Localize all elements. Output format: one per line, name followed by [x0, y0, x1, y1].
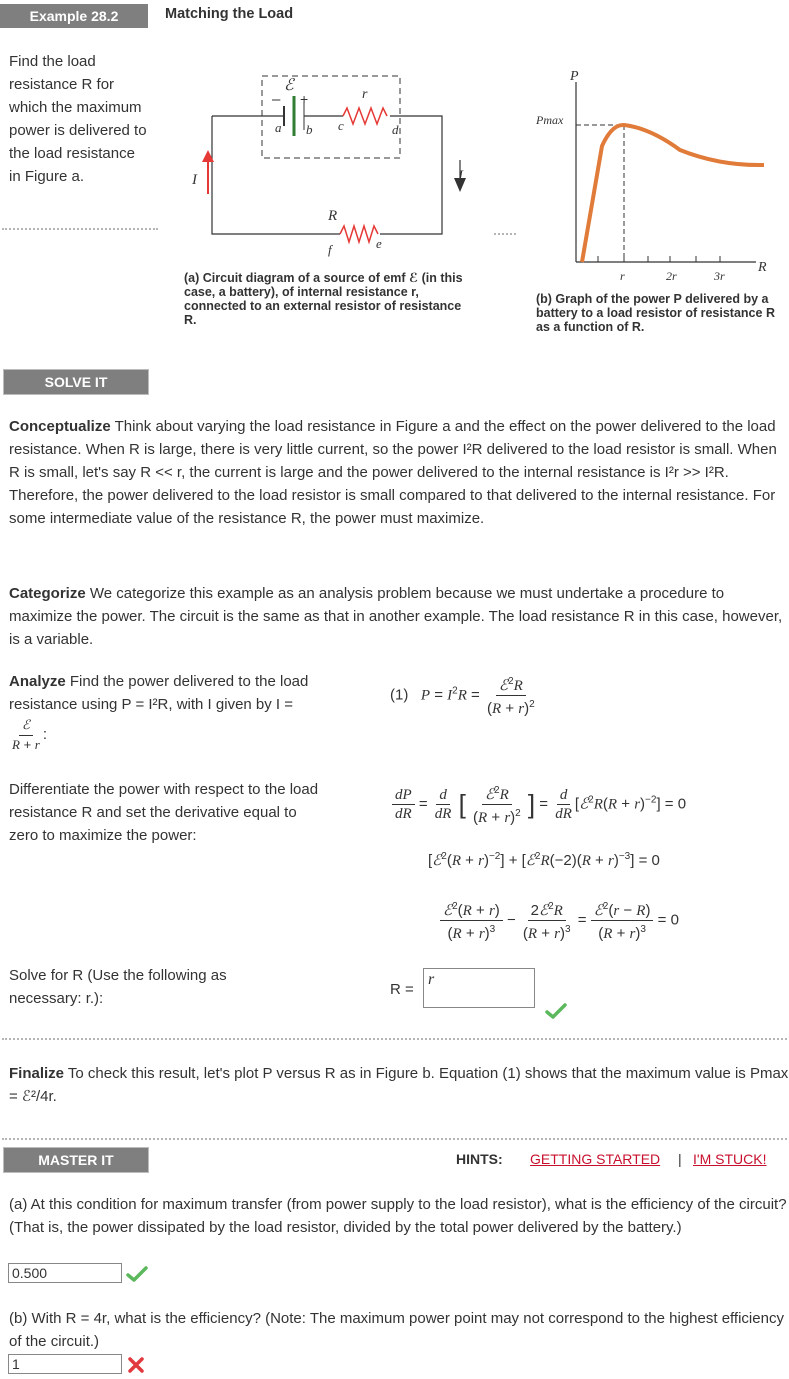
getting-started-link[interactable]: GETTING STARTED: [530, 1151, 661, 1167]
minus-label: –: [272, 91, 281, 108]
categorize-text: We categorize this example as an analysis problem because we must undertake a procedure to maximize the power. The circuit is the same as that in another example. The load resistance R in this case, however, is a variable.: [9, 585, 783, 648]
analyze-paragraph: Analyze Find the power delivered to the load resistance using P = I²R, with I given by I = $\frac{\text{ℰ}}{R + r}$ :: [9, 673, 309, 752]
master-it-badge: MASTER IT: [3, 1147, 149, 1173]
svg-text:3r: 3r: [714, 269, 725, 283]
svg-text:I: I: [192, 172, 197, 188]
R-label: R: [328, 208, 338, 224]
intro-text: Find the load resistance R for which the maximum power is delivered to the load resistance in Figure a.: [9, 53, 147, 185]
example-badge: Example 28.2: [0, 4, 148, 28]
finalize-heading: Finalize: [9, 1065, 65, 1082]
question-b: (b) With R = 4r, what is the efficiency? (Note: The maximum power point may not correspond to the highest efficiency of the circuit.): [9, 1310, 784, 1350]
svg-text:c: c: [338, 118, 344, 133]
r-label: r: [362, 87, 368, 102]
efficiency-b-input[interactable]: 1: [8, 1354, 122, 1374]
finalize-text: To check this result, let's plot P versus R as in Figure b. Equation (1) shows that the maximum value is Pmax = ℰ²/4r.: [9, 1065, 789, 1105]
axis-y-label: P: [570, 69, 579, 84]
solve-it-badge: SOLVE IT: [3, 369, 149, 395]
efficiency-a-input[interactable]: 0.500: [8, 1263, 122, 1283]
svg-text:b: b: [306, 122, 313, 137]
example-title: Matching the Load: [165, 6, 294, 22]
im-stuck-link[interactable]: I'M STUCK!: [693, 1151, 767, 1167]
emf-label: ℰ: [284, 75, 294, 94]
categorize-heading: Categorize: [9, 585, 86, 602]
pmax-label: Pmax: [536, 113, 564, 127]
svg-text:d: d: [392, 122, 399, 137]
derivative-eq-3: $\frac{ℰ^2(R + r)}{(R + r)^3}$ − $\frac{2ℰ^2R}{(R + r)^3}$ = $\frac{ℰ^2(r - R)}{(R + r)^3}$ = 0: [440, 898, 679, 943]
derivative-eq-1: $\frac{dP}{dR}$ = $\frac{d}{dR}$ [ $\frac{ℰ^2R}{(R + r)^2}$ ] = $\frac{d}{dR}$ [ℰ$^2$R(R + r)$^{-2}$] = 0: [392, 782, 686, 827]
svg-text:r: r: [620, 269, 625, 283]
hint-separator: |: [678, 1151, 682, 1167]
svg-text:f: f: [328, 242, 332, 257]
equation-number: (1): [390, 686, 409, 704]
analyze-text: Find the power delivered to the load resistance using P = I²R, with I given by I =: [9, 673, 309, 713]
divider: [2, 1138, 787, 1140]
analyze-heading: Analyze: [9, 673, 66, 690]
categorize-paragraph: [9, 582, 789, 651]
circuit-diagram: [180, 64, 470, 264]
conceptualize-heading: Conceptualize: [9, 418, 111, 435]
derivative-eq-2: [ℰ$^2$(R + r)$^{-2}$] + [ℰ$^2$R(−2)(R + r)$^{-3}$] = 0: [428, 851, 660, 869]
svg-text:I: I: [458, 168, 463, 184]
plus-label: +: [300, 91, 309, 107]
figure-b-caption: (b) Graph of the power P delivered by a battery to a load resistor of resistance R as a function of R.: [536, 292, 775, 334]
check-icon: [545, 1002, 567, 1020]
power-graph: [530, 66, 780, 286]
conceptualize-paragraph: [9, 415, 789, 530]
answer-label: R =: [390, 981, 414, 998]
divider: [494, 233, 516, 235]
divider: [2, 1038, 787, 1040]
finalize-paragraph: [9, 1062, 789, 1108]
question-a: (a) At this condition for maximum transfer (from power supply to the load resistor), what is the efficiency of the circuit? (That is, the power dissipated by the load resistor, divided by the total power delivered by the battery.): [9, 1196, 787, 1236]
cross-icon: [127, 1356, 145, 1374]
divider: [2, 228, 158, 230]
conceptualize-text: Think about varying the load resistance in Figure a and the effect on the power delivered to the load resistance. When R is large, there is very little current, so the power I²R delivered to the load resistor is small. When R is small, let's say R << r, the current is large and the power delivered to the internal resistance is I²r >> I²R. Therefore, the power delivered to the load resistor is small compared to that delivered to the internal resistance. For some intermediate value of the resistance R, the power must maximize.: [9, 418, 777, 527]
differentiate-text: Differentiate the power with respect to the load resistance R and set the derivative equal to zero to maximize the power:: [9, 781, 319, 844]
figure-a-caption: (a) Circuit diagram of a source of emf ℰ (in this case, a battery), of internal resistance r, connected to an external resistor of resistance R.: [184, 271, 463, 327]
check-icon: [126, 1265, 148, 1283]
equation-1: (1) $P = I^2R$ = $\frac{ℰ^2R}{(R + r)^2}$: [390, 673, 538, 718]
svg-text:e: e: [376, 236, 382, 251]
r-answer-input[interactable]: r: [423, 968, 535, 1008]
hints-label: HINTS:: [456, 1151, 503, 1167]
axis-x-label: R: [758, 260, 767, 275]
svg-text:a: a: [275, 120, 282, 135]
solve-for-r-text: Solve for R (Use the following as necessary: r.):: [9, 967, 227, 1007]
svg-text:2r: 2r: [666, 269, 677, 283]
